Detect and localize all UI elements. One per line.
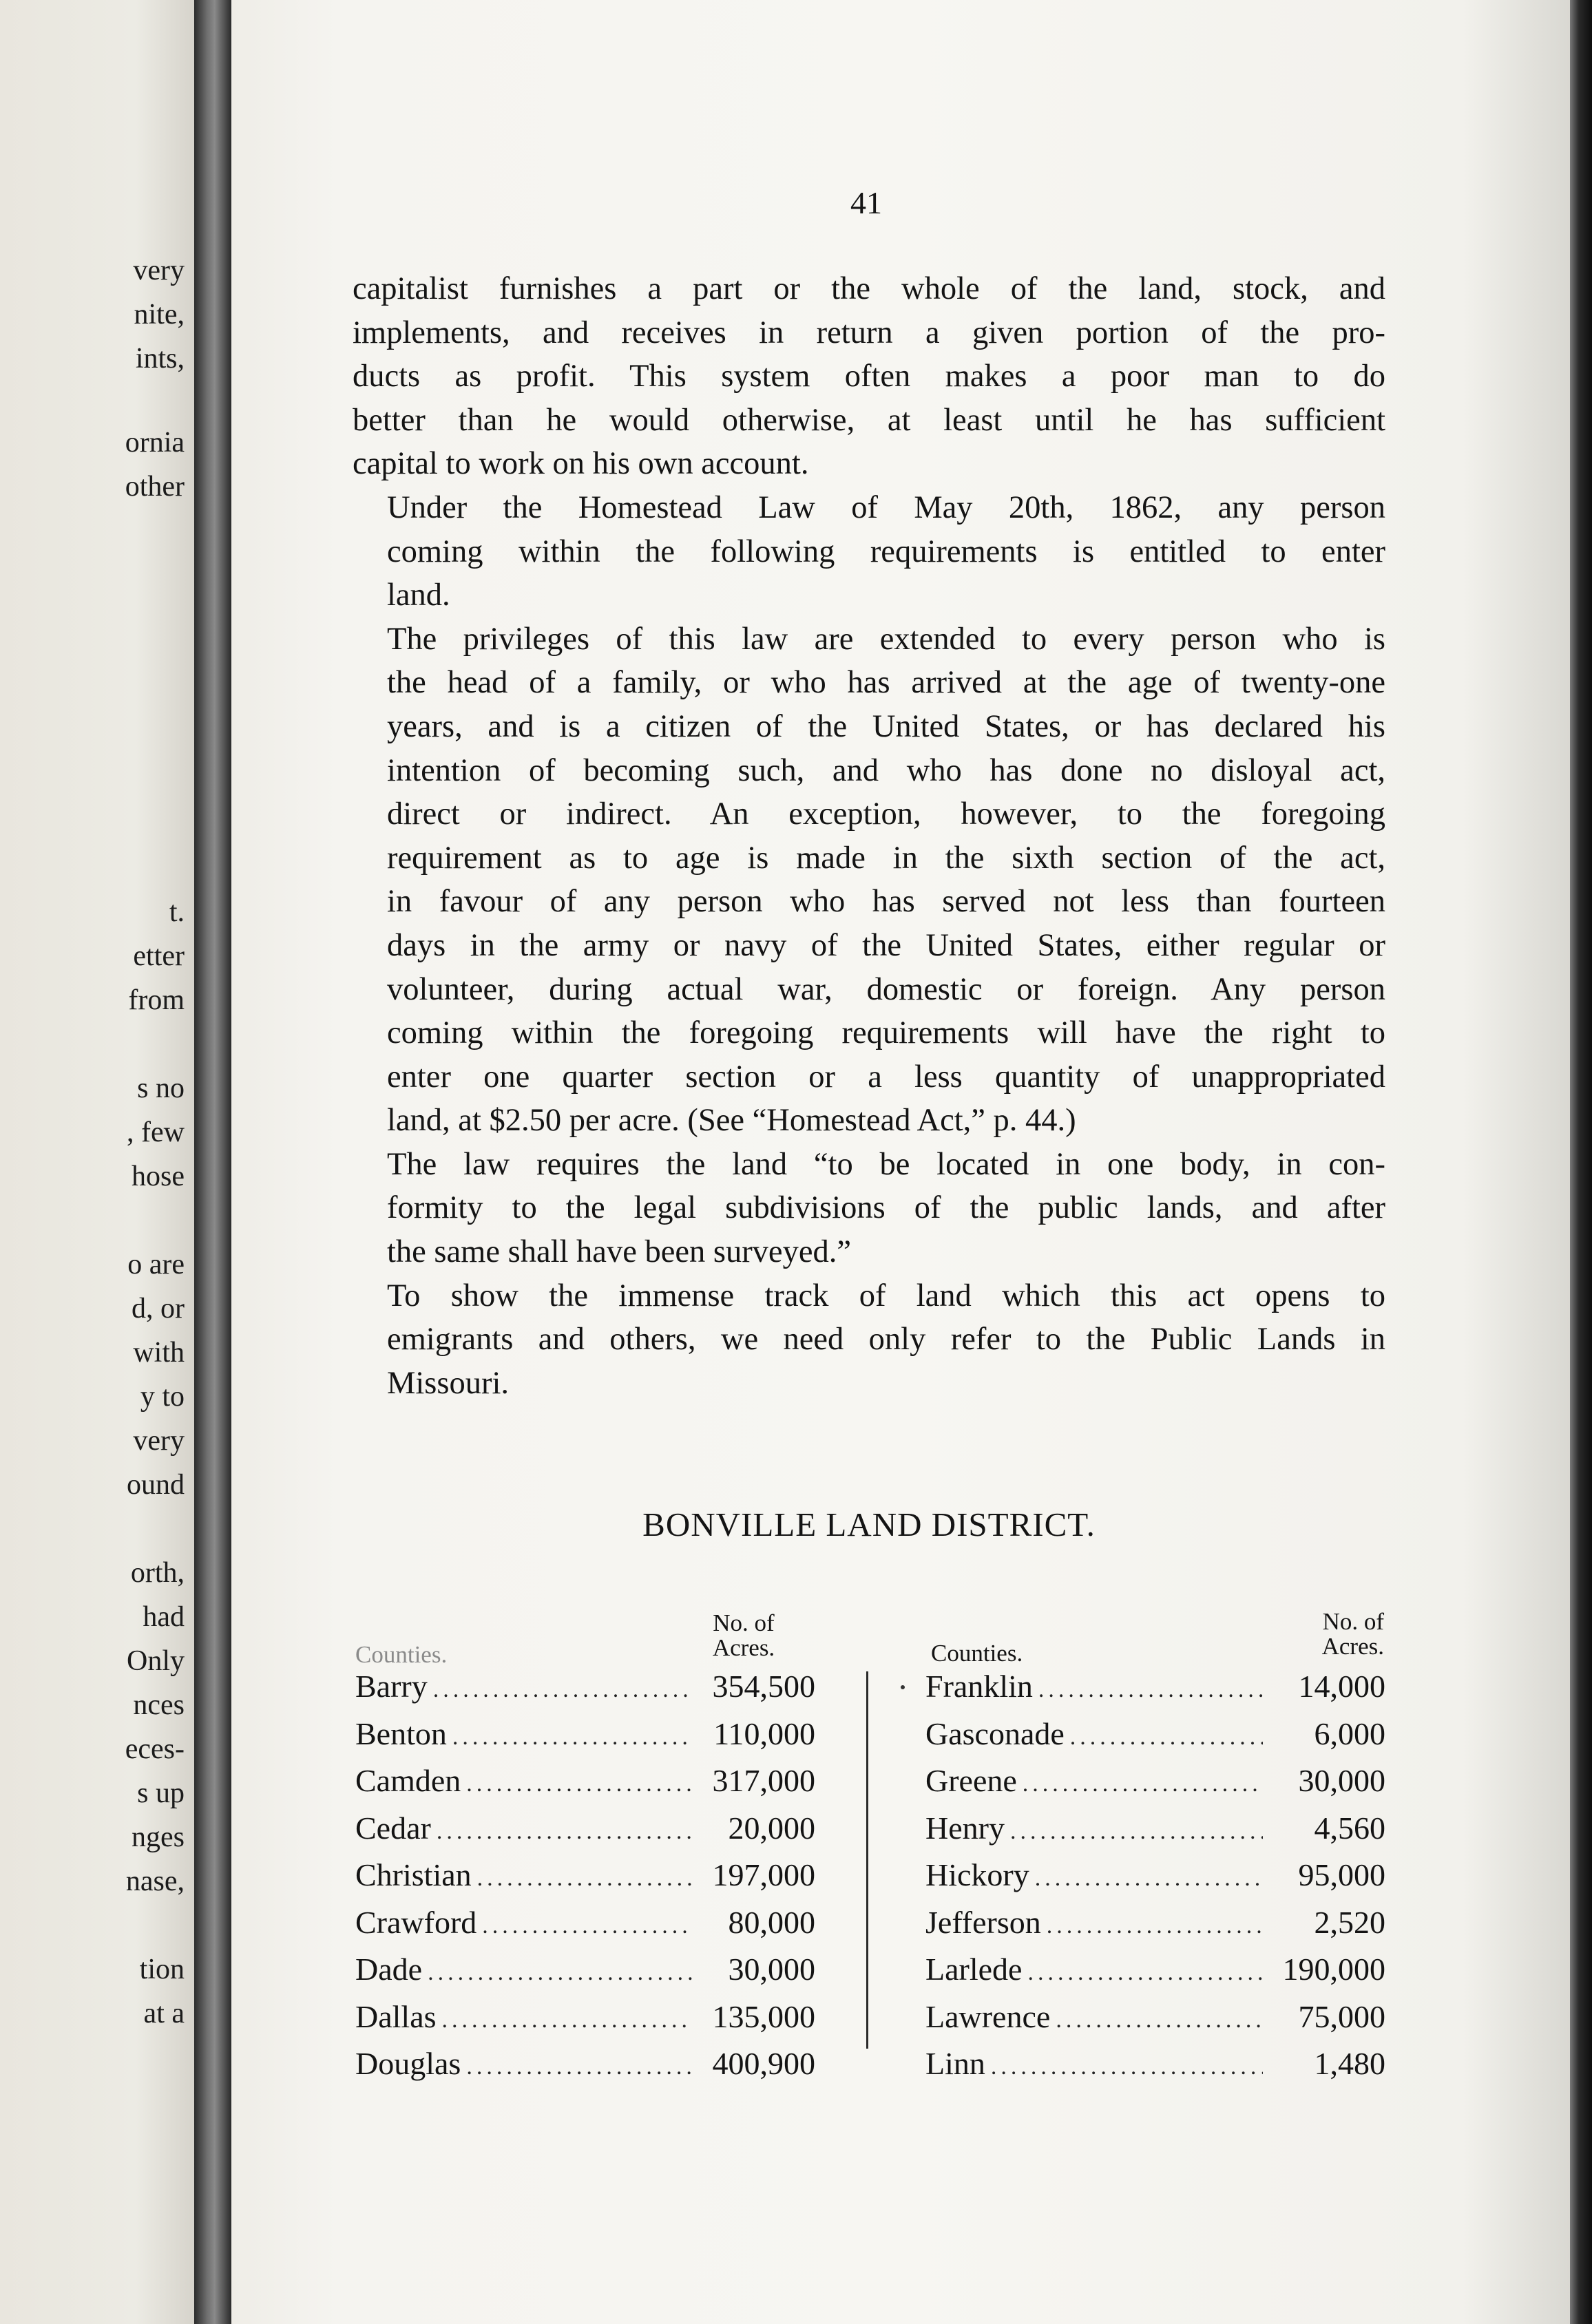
leader-dots (1056, 1998, 1263, 2042)
text-line: volunteer, during actual war, domestic or foreign. Any person (387, 971, 1385, 1007)
previous-page-fragment: nges (132, 1821, 185, 1853)
leader-dots (428, 1951, 693, 1995)
previous-page-fragment: very (133, 1425, 185, 1457)
text-line: enter one quarter section or a less quantity of unappropriated (387, 1059, 1385, 1095)
previous-page-fragment: other (125, 471, 185, 503)
county-row (355, 1665, 815, 1712)
text-line: To show the immense track of land which this act opens to (387, 1278, 1385, 1313)
leader-dots (991, 2045, 1263, 2089)
text-line: Under the Homestead Law of May 20th, 1862, any person (387, 489, 1385, 525)
previous-page-fragment: s up (137, 1777, 185, 1809)
previous-page-fragment: Only (127, 1645, 185, 1677)
previous-page-fragment: with (133, 1337, 185, 1369)
leader-dots (1010, 1810, 1263, 1854)
county-name: Greene (925, 1763, 1017, 1798)
text-line: requirement as to age is made in the sixth section of the act, (387, 840, 1385, 876)
text-line: Missouri. (387, 1365, 509, 1401)
county-acres: 20,000 (728, 1810, 815, 1846)
previous-page-fragment: s no (137, 1073, 185, 1104)
previous-page-fragment: nase, (125, 1866, 185, 1897)
county-row (925, 1901, 1385, 1948)
page-number: 41 (850, 185, 882, 220)
text-line: coming within the following requirements is entitled to enter (387, 534, 1385, 569)
county-acres: 2,520 (1314, 1904, 1385, 1940)
county-acres: 95,000 (1298, 1857, 1385, 1892)
county-name: Franklin (925, 1669, 1033, 1704)
right-county-table (925, 1665, 1385, 2089)
leader-dots (477, 1857, 693, 1901)
previous-page-fragment: etter (133, 940, 185, 972)
county-acres: 317,000 (712, 1763, 815, 1798)
county-acres: 14,000 (1298, 1669, 1385, 1704)
county-acres: 197,000 (712, 1857, 815, 1892)
body-text (353, 267, 1385, 1405)
text-line: days in the army or navy of the United States, either regular or (387, 927, 1385, 963)
county-acres: 4,560 (1314, 1810, 1385, 1846)
county-name: Larlede (925, 1952, 1023, 1987)
county-name: Benton (355, 1715, 447, 1751)
county-name: Linn (925, 2046, 985, 2081)
text-line: The privileges of this law are extended to every person who is (387, 621, 1385, 657)
text-line: emigrants and others, we need only refer to the Public Lands in (387, 1322, 1385, 1358)
previous-page-fragments (6, 0, 185, 2324)
county-acres: 400,900 (712, 2046, 815, 2081)
right-column-acres-header: No. of Acres. (1321, 1608, 1384, 1660)
county-acres: 80,000 (728, 1904, 815, 1940)
previous-page-fragment: o are (127, 1249, 185, 1280)
county-row (355, 1995, 815, 2042)
leader-dots (442, 1998, 693, 2042)
leader-dots (1047, 1904, 1263, 1948)
previous-page-fragment: at a (143, 1998, 185, 2029)
county-name: Christian (355, 1857, 472, 1892)
previous-page-fragment: y to (140, 1381, 185, 1413)
county-row (355, 2042, 815, 2089)
text-line: land. (387, 578, 450, 613)
left-county-table (355, 1665, 815, 2089)
text-line: coming within the foregoing requirements will have the right to (387, 1015, 1385, 1051)
county-acres: 190,000 (1282, 1952, 1385, 1987)
county-row (355, 1806, 815, 1854)
right-column-county-header: Counties. (931, 1640, 1023, 1667)
text-line: intention of becoming such, and who has done no disloyal act, (387, 752, 1385, 788)
leader-dots (1038, 1668, 1263, 1712)
county-row (355, 1901, 815, 1948)
county-name: Barry (355, 1669, 428, 1704)
previous-page-fragment: ints, (135, 343, 185, 374)
left-column-county-header: Counties. (355, 1641, 448, 1668)
county-name: Crawford (355, 1904, 477, 1940)
county-name: Lawrence (925, 1998, 1051, 2034)
county-row (925, 1995, 1385, 2042)
text-line: capital to work on his own account. (353, 446, 809, 482)
previous-page-fragment: eces- (125, 1733, 185, 1765)
book-spine (194, 0, 231, 2324)
county-acres: 110,000 (713, 1715, 815, 1751)
text-line: The law requires the land “to be located in one body, in con- (387, 1146, 1385, 1182)
paragraph-4 (353, 1143, 1385, 1274)
leader-dots (482, 1904, 693, 1948)
leader-dots (1035, 1857, 1263, 1901)
previous-page-fragment: tion (139, 1954, 185, 1985)
previous-page-fragment: ound (127, 1469, 185, 1501)
previous-page-fragment: t. (169, 896, 185, 928)
paragraph-1 (353, 267, 1385, 486)
county-name: Dade (355, 1952, 423, 1987)
county-name: Gasconade (925, 1715, 1065, 1751)
county-name: Douglas (355, 2046, 461, 2081)
section-title: BONVILLE LAND DISTRICT. (642, 1506, 1096, 1543)
county-row (925, 1665, 1385, 1712)
previous-page-fragment: hose (132, 1161, 185, 1192)
previous-page-fragment: from (128, 984, 185, 1016)
county-row (925, 1759, 1385, 1806)
text-line: direct or indirect. An exception, however, to the foregoing (387, 796, 1385, 832)
leader-dots (1023, 1762, 1263, 1806)
county-name: Dallas (355, 1998, 437, 2034)
paragraph-3 (353, 617, 1385, 1143)
county-acres: 6,000 (1314, 1715, 1385, 1751)
county-acres: 354,500 (712, 1669, 815, 1704)
previous-page-fragment: , few (127, 1117, 185, 1148)
text-line: years, and is a citizen of the United States, or has declared his (387, 708, 1385, 744)
county-row (925, 1806, 1385, 1854)
text-line: ducts as profit. This system often makes a poor man to do (353, 359, 1385, 394)
previous-page-fragment: orth, (130, 1557, 185, 1589)
previous-page-fragment: very (133, 255, 185, 286)
county-row (925, 2042, 1385, 2089)
leader-dots (452, 1715, 693, 1760)
leader-dots (1070, 1715, 1263, 1760)
county-acres: 135,000 (712, 1998, 815, 2034)
county-row (925, 1712, 1385, 1760)
left-column-acres-header: No. of Acres. (712, 1609, 775, 1661)
previous-page-fragment: had (143, 1601, 185, 1633)
leader-dots (466, 1762, 693, 1806)
text-line: the same shall have been surveyed.” (387, 1234, 851, 1270)
leader-dots (466, 2045, 693, 2089)
county-row (355, 1853, 815, 1901)
text-line: implements, and receives in return a given portion of the pro- (353, 315, 1385, 350)
previous-page-fragment: nite, (134, 299, 185, 330)
leader-dots (433, 1668, 693, 1712)
previous-page-fragment: d, or (132, 1293, 185, 1324)
county-acres: 1,480 (1314, 2046, 1385, 2081)
county-name: Henry (925, 1810, 1005, 1846)
previous-page (0, 0, 194, 2324)
county-row (355, 1759, 815, 1806)
county-row (355, 1712, 815, 1760)
paragraph-2 (353, 486, 1385, 617)
county-row (355, 1947, 815, 1995)
text-line: formity to the legal subdivisions of the public lands, and after (387, 1190, 1385, 1226)
previous-page-fragment: ornia (125, 427, 185, 458)
leader-dots (1027, 1951, 1263, 1995)
page-edge (1570, 0, 1592, 2324)
county-name: Jefferson (925, 1904, 1041, 1940)
county-acres: 30,000 (728, 1952, 815, 1987)
county-name: Camden (355, 1763, 461, 1798)
county-row (925, 1853, 1385, 1901)
county-name: Cedar (355, 1810, 431, 1846)
paragraph-5 (353, 1274, 1385, 1406)
text-line: better than he would otherwise, at least until he has sufficient (353, 402, 1385, 438)
print-speck (901, 1685, 905, 1689)
county-name: Hickory (925, 1857, 1029, 1892)
previous-page-fragment: nces (133, 1689, 185, 1721)
table-divider (866, 1671, 868, 2049)
text-line: the head of a family, or who has arrived at the age of twenty-one (387, 665, 1385, 701)
county-row (925, 1947, 1385, 1995)
county-acres: 75,000 (1298, 1998, 1385, 2034)
text-line: capitalist furnishes a part or the whole of the land, stock, and (353, 271, 1385, 306)
text-line: in favour of any person who has served not less than fourteen (387, 884, 1385, 920)
leader-dots (437, 1810, 693, 1854)
text-line: land, at $2.50 per acre. (See “Homestead Act,” p. 44.) (387, 1103, 1076, 1139)
county-acres: 30,000 (1298, 1763, 1385, 1798)
